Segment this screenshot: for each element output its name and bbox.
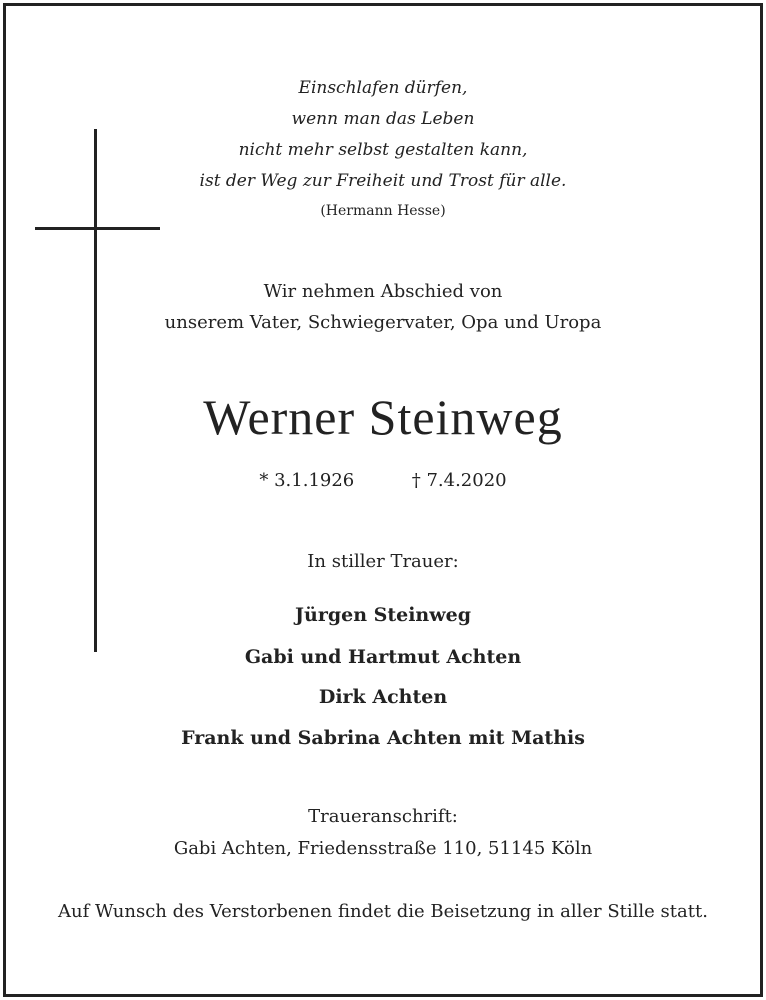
poem-author: (Hermann Hesse) bbox=[320, 203, 446, 219]
intro-line: Wir nehmen Abschied von bbox=[263, 281, 503, 302]
burial-note: Auf Wunsch des Verstorbenen findet die Beisetzung in aller Stille statt. bbox=[58, 901, 708, 922]
mourning-heading: In stiller Trauer: bbox=[307, 551, 459, 572]
birth-date: * 3.1.1926 bbox=[259, 470, 355, 491]
family-member: Dirk Achten bbox=[318, 686, 448, 708]
deceased-name: Werner Steinweg bbox=[203, 389, 563, 445]
cross-horizontal-bar bbox=[35, 227, 160, 230]
family-member: Jürgen Steinweg bbox=[295, 604, 471, 626]
death-date: † 7.4.2020 bbox=[411, 470, 507, 491]
poem-line: Einschlafen dürfen, bbox=[298, 78, 468, 98]
poem-line: ist der Weg zur Freiheit und Trost für alle. bbox=[199, 171, 567, 191]
life-dates bbox=[0, 470, 766, 491]
poem-line: nicht mehr selbst gestalten kann, bbox=[238, 140, 528, 160]
family-member: Frank und Sabrina Achten mit Mathis bbox=[181, 727, 585, 749]
intro-line: unserem Vater, Schwiegervater, Opa und Uropa bbox=[164, 312, 602, 333]
address-value: Gabi Achten, Friedensstraße 110, 51145 Köln bbox=[173, 838, 593, 859]
poem-line: wenn man das Leben bbox=[291, 109, 475, 129]
family-member: Gabi und Hartmut Achten bbox=[244, 646, 522, 668]
address-label: Traueranschrift: bbox=[308, 806, 458, 827]
